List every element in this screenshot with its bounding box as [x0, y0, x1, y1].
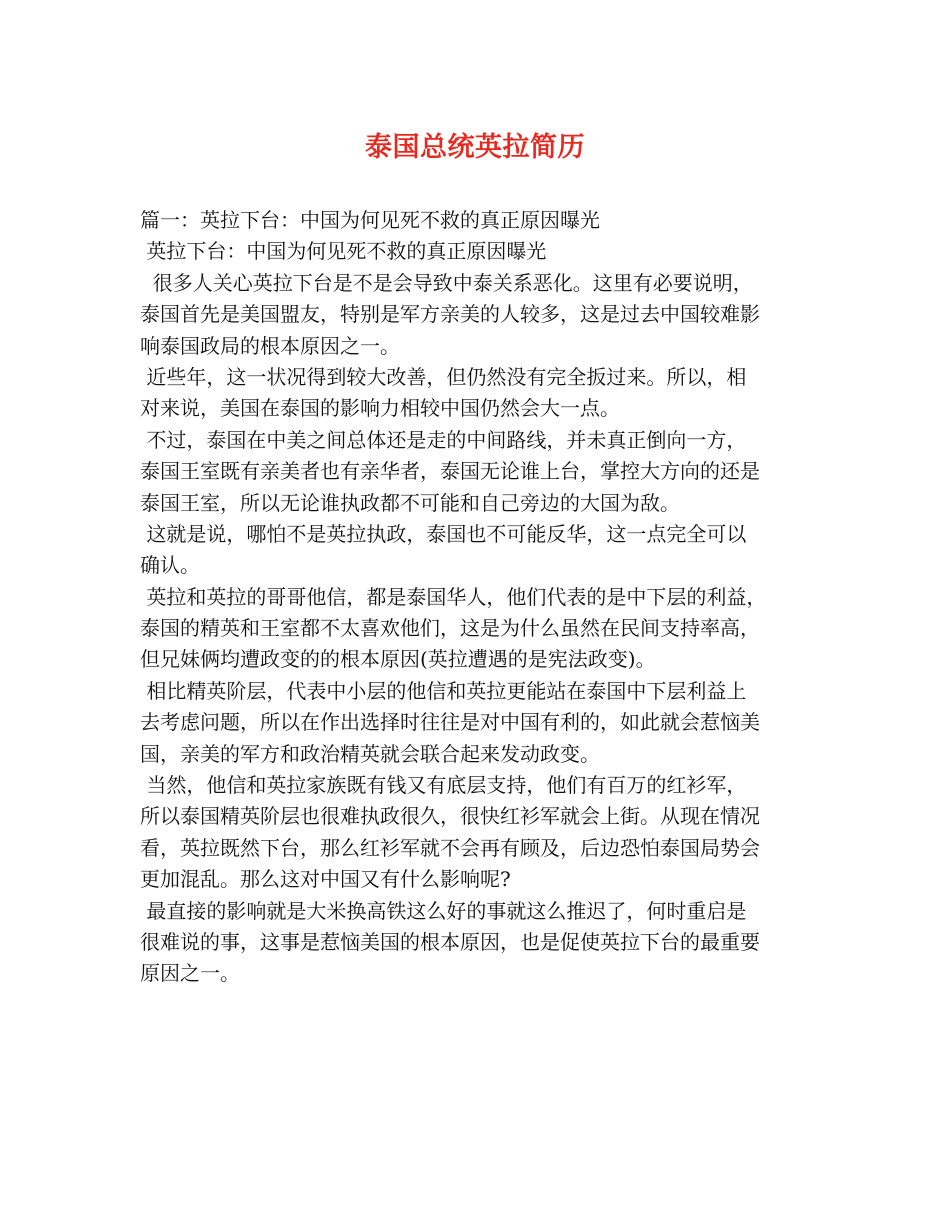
text-line: 所以泰国精英阶层也很难执政很久，很快红衫军就会上街。从现在情况: [140, 804, 760, 829]
text-line: 近些年，这一状况得到较大改善，但仍然没有完全扳过来。所以，相: [140, 364, 747, 389]
text-line: 不过，泰国在中美之间总体还是走的中间路线，并未真正倒向一方，: [140, 427, 747, 452]
document-title: 泰国总统英拉简历: [365, 132, 585, 163]
text-line: 去考虑问题，所以在作出选择时往往是对中国有利的，如此就会惹恼美: [140, 710, 760, 735]
text-line: 英拉和英拉的哥哥他信，都是泰国华人，他们代表的是中下层的利益，: [140, 584, 767, 609]
text-line: 很难说的事，这事是惹恼美国的根本原因，也是促使英拉下台的最重要: [140, 929, 760, 954]
text-line: 更加混乱。那么这对中国又有什么影响呢?: [140, 867, 511, 892]
text-line: 泰国王室，所以无论谁执政都不可能和自己旁边的大国为敌。: [140, 490, 680, 515]
text-line: 当然，他信和英拉家族既有钱又有底层支持，他们有百万的红衫军，: [140, 773, 747, 798]
text-line: 但兄妹俩均遭政变的的根本原因(英拉遭遇的是宪法政变)。: [140, 647, 656, 672]
text-line: 相比精英阶层，代表中小层的他信和英拉更能站在泰国中下层利益上: [140, 678, 747, 703]
text-line: 对来说，美国在泰国的影响力相较中国仍然会大一点。: [140, 396, 620, 421]
text-line: 英拉下台：中国为何见死不救的真正原因曝光: [140, 239, 547, 264]
text-line: 很多人关心英拉下台是不是会导致中泰关系恶化。这里有必要说明，: [140, 270, 753, 295]
text-line: 这就是说，哪怕不是英拉执政，泰国也不可能反华，这一点完全可以: [140, 521, 747, 546]
text-line: 确认。: [140, 553, 200, 578]
text-line: 泰国王室既有亲美者也有亲华者，泰国无论谁上台，掌控大方向的还是: [140, 459, 760, 484]
text-line: 国，亲美的军方和政治精英就会联合起来发动政变。: [140, 741, 600, 766]
text-line: 原因之一。: [140, 961, 240, 986]
text-line: 泰国的精英和王室都不太喜欢他们，这是为什么虽然在民间支持率高，: [140, 616, 760, 641]
document-body: [140, 205, 816, 990]
text-line: 泰国首先是美国盟友，特别是军方亲美的人较多，这是过去中国较难影: [140, 302, 760, 327]
text-line: 篇一：英拉下台：中国为何见死不救的真正原因曝光: [140, 208, 600, 232]
text-line: 最直接的影响就是大米换高铁这么好的事就这么推迟了，何时重启是: [140, 898, 747, 923]
text-line: 响泰国政局的根本原因之一。: [140, 333, 400, 358]
text-line: 看，英拉既然下台，那么红衫军就不会再有顾及，后边恐怕泰国局势会: [140, 835, 760, 860]
